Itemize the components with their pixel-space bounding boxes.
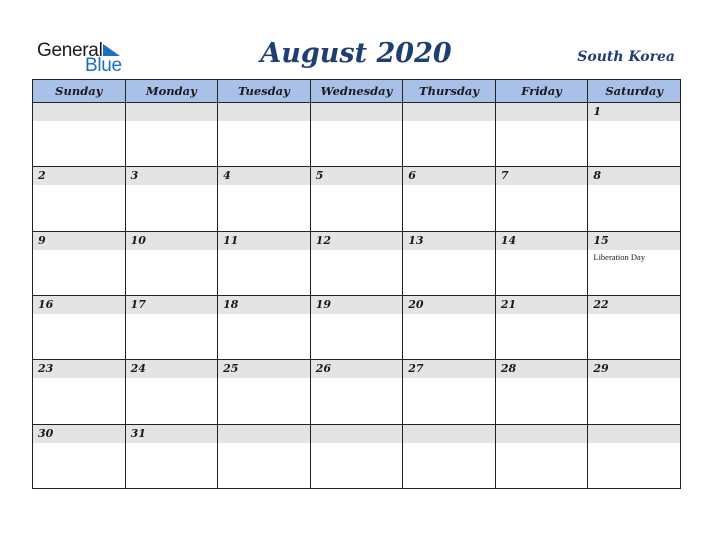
day-number-bar [33, 167, 125, 185]
day-number-bar [496, 360, 588, 378]
day-cell [218, 167, 311, 231]
weekday-header: Monday [125, 80, 218, 103]
day-cell [495, 360, 588, 424]
day-cell [403, 231, 496, 295]
day-number: 19 [315, 297, 331, 311]
day-number: 25 [223, 362, 239, 376]
day-number: 23 [38, 362, 54, 376]
calendar-grid [32, 79, 681, 489]
day-number: 14 [500, 233, 517, 247]
day-number-bar [218, 167, 310, 185]
day-number-bar [588, 167, 680, 185]
day-number: 30 [38, 426, 54, 440]
day-number-bar [33, 103, 125, 121]
day-number: 10 [130, 233, 146, 247]
day-cell [588, 424, 681, 488]
weekday-header: Saturday [588, 80, 681, 103]
day-number-bar [311, 167, 403, 185]
day-number-bar [588, 232, 680, 250]
day-number-bar [218, 296, 310, 314]
day-cell [125, 103, 218, 167]
week-row [33, 231, 681, 295]
day-number-bar [311, 360, 403, 378]
day-number-bar [311, 103, 403, 121]
weekday-header: Wednesday [310, 80, 403, 103]
day-number-bar [403, 167, 495, 185]
day-number-bar [403, 103, 495, 121]
day-number: 2 [38, 169, 46, 183]
logo-text-general: General [37, 40, 103, 61]
day-number: 26 [315, 362, 331, 376]
day-number-bar [126, 425, 218, 443]
day-number: 11 [223, 233, 239, 247]
day-number: 7 [500, 169, 509, 183]
day-number: 1 [593, 105, 602, 118]
day-number-bar [403, 360, 495, 378]
day-number-bar [218, 103, 310, 121]
day-number: 18 [223, 297, 239, 311]
weekday-header: Friday [495, 80, 588, 103]
day-cell [588, 167, 681, 231]
day-number-bar [496, 103, 588, 121]
day-cell [33, 424, 126, 488]
day-number: 27 [408, 362, 424, 376]
day-number: 15 [593, 233, 609, 247]
day-cell [403, 167, 496, 231]
day-number: 12 [315, 233, 331, 247]
day-number-bar [218, 425, 310, 443]
day-number: 17 [130, 297, 146, 311]
day-number-bar [496, 296, 588, 314]
day-number: 16 [38, 297, 54, 311]
day-number: 6 [408, 169, 416, 183]
country-label: South Korea [577, 49, 675, 65]
day-cell [495, 167, 588, 231]
day-cell [588, 360, 681, 424]
day-cell [403, 103, 496, 167]
day-number-bar [588, 360, 680, 378]
day-number-bar [588, 425, 680, 443]
day-number-bar [403, 296, 495, 314]
day-number-bar [126, 360, 218, 378]
day-number-bar [126, 232, 218, 250]
day-number-bar [588, 103, 680, 121]
day-number-bar [33, 425, 125, 443]
day-number: 5 [315, 169, 324, 183]
day-number-bar [403, 232, 495, 250]
day-cell [125, 424, 218, 488]
holiday-label: Liberation Day [593, 251, 646, 262]
day-cell [495, 295, 588, 359]
day-cell [310, 295, 403, 359]
day-number-bar [311, 296, 403, 314]
day-number-bar [311, 425, 403, 443]
day-number-bar [33, 232, 125, 250]
logo-text-blue: Blue [85, 55, 122, 76]
day-cell [588, 231, 681, 295]
week-row [33, 360, 681, 424]
day-cell [218, 103, 311, 167]
day-number: 28 [500, 362, 517, 376]
day-cell [33, 231, 126, 295]
day-cell [218, 231, 311, 295]
day-cell [125, 167, 218, 231]
day-number-bar [496, 425, 588, 443]
day-cell [33, 295, 126, 359]
week-row [33, 295, 681, 359]
day-cell [310, 360, 403, 424]
day-cell [588, 103, 681, 167]
day-cell [125, 360, 218, 424]
day-cell [125, 295, 218, 359]
day-number: 13 [408, 233, 424, 247]
day-cell [310, 231, 403, 295]
day-number-bar [496, 232, 588, 250]
day-cell [125, 231, 218, 295]
calendar-title: August 2020 [260, 38, 452, 69]
day-number-bar [403, 425, 495, 443]
day-number: 24 [130, 362, 146, 376]
weekday-header: Sunday [33, 80, 126, 103]
weekday-header: Thursday [403, 80, 496, 103]
day-cell [495, 424, 588, 488]
day-number-bar [126, 103, 218, 121]
day-number: 20 [408, 297, 424, 311]
day-number: 29 [593, 362, 609, 376]
weekday-header-row [33, 80, 681, 103]
day-cell [218, 295, 311, 359]
day-cell [33, 167, 126, 231]
day-number-bar [218, 232, 310, 250]
day-number-bar [126, 296, 218, 314]
day-cell [403, 360, 496, 424]
day-cell [403, 295, 496, 359]
week-row [33, 167, 681, 231]
day-cell [218, 424, 311, 488]
day-number-bar [588, 296, 680, 314]
day-number-bar [126, 167, 218, 185]
day-number: 9 [38, 233, 46, 247]
day-cell [588, 295, 681, 359]
day-number: 22 [593, 297, 609, 311]
day-number-bar [33, 360, 125, 378]
weekday-header: Tuesday [218, 80, 311, 103]
week-row [33, 103, 681, 167]
day-number-bar [218, 360, 310, 378]
day-number: 3 [130, 169, 139, 183]
day-cell [310, 424, 403, 488]
day-number: 21 [500, 297, 517, 311]
day-number-bar [311, 232, 403, 250]
day-cell [310, 167, 403, 231]
day-number-bar [33, 296, 125, 314]
day-cell [218, 360, 311, 424]
day-cell [33, 360, 126, 424]
day-number-bar [496, 167, 588, 185]
day-number: 31 [130, 426, 146, 440]
week-row [33, 424, 681, 488]
day-cell [495, 231, 588, 295]
day-cell [310, 103, 403, 167]
day-number: 8 [593, 169, 602, 183]
day-cell [403, 424, 496, 488]
day-number: 4 [223, 169, 231, 183]
day-cell [33, 103, 126, 167]
day-cell [495, 103, 588, 167]
